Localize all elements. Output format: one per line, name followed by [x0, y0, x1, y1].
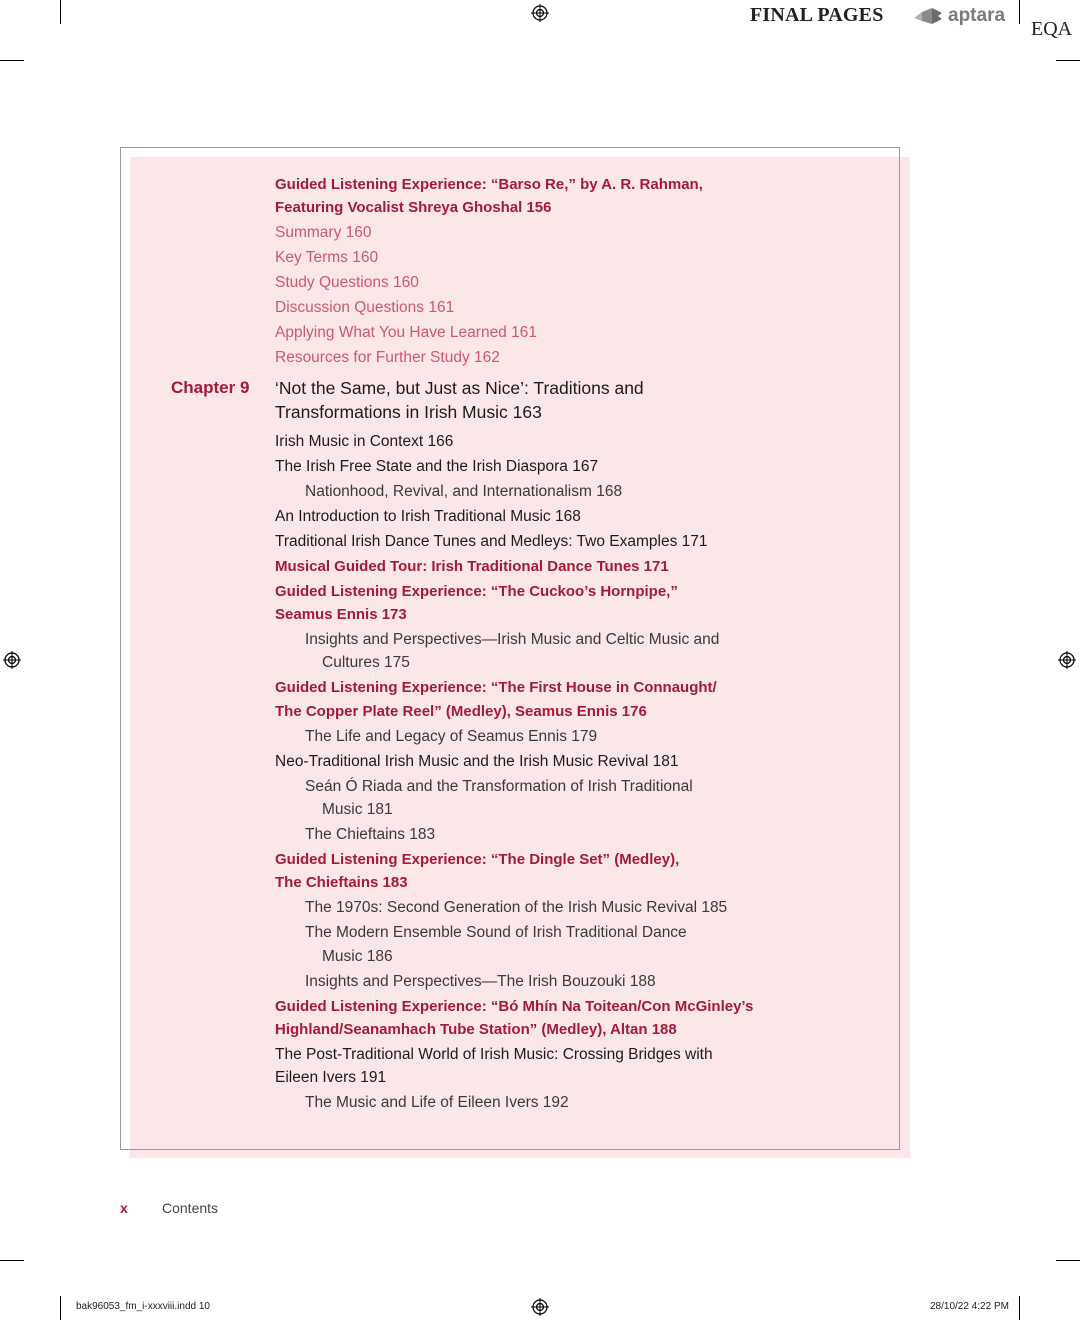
toc-entry-gle-cont: The Chieftains 183 [275, 874, 408, 891]
registration-mark-icon [1058, 651, 1076, 669]
aptara-logo [914, 4, 1005, 28]
toc-entry-musical-guided-tour: Musical Guided Tour: Irish Traditional Dance Tunes 171 [275, 558, 669, 575]
toc-entry-gle-cont: Seamus Ennis 173 [275, 606, 407, 623]
chapter-title-cont: Transformations in Irish Music 163 [275, 402, 542, 422]
crop-mark [60, 0, 61, 24]
toc-entry-gle: Guided Listening Experience: “The Dingle Set” (Medley), [275, 851, 680, 868]
toc-entry-resources: Resources for Further Study 162 [275, 349, 500, 366]
toc-entry: The Irish Free State and the Irish Diaspora 167 [275, 458, 599, 475]
crop-mark [1056, 1260, 1080, 1261]
crop-mark [0, 60, 24, 61]
toc-entry: The Post-Traditional World of Irish Music: Crossing Bridges with [275, 1046, 713, 1063]
toc-entry-gle: Guided Listening Experience: “The First House in Connaught/ [275, 679, 717, 696]
toc-subentry-cont: Music 181 [322, 801, 393, 818]
toc-entry: Irish Music in Context 166 [275, 433, 454, 450]
toc-subentry: Insights and Perspectives—Irish Music and Celtic Music and [305, 631, 720, 648]
crop-mark [1019, 0, 1020, 24]
toc-entry-gle-cont: Highland/Seanamhach Tube Station” (Medley), Altan 188 [275, 1021, 677, 1038]
toc-entry-key-terms: Key Terms 160 [275, 249, 379, 266]
toc-entry-applying: Applying What You Have Learned 161 [275, 324, 537, 341]
final-pages-label: FINAL PAGES [750, 4, 884, 26]
toc-entry-cont: Eileen Ivers 191 [275, 1069, 387, 1086]
chapter-title: ‘Not the Same, but Just as Nice’: Traditions and [275, 378, 644, 398]
toc-entry-study-questions: Study Questions 160 [275, 274, 419, 291]
toc-entry-summary: Summary 160 [275, 224, 372, 241]
crop-mark [60, 1296, 61, 1320]
toc-subentry-cont: Music 186 [322, 948, 393, 965]
toc-subentry: The Life and Legacy of Seamus Ennis 179 [305, 728, 598, 745]
aptara-logo-icon [914, 8, 942, 24]
toc-subentry: The Chieftains 183 [305, 826, 436, 843]
running-foot: Contents [162, 1200, 219, 1216]
eqa-label: EQA [1031, 18, 1073, 40]
slug-date: 28/10/22 4:22 PM [930, 1301, 1009, 1312]
toc-entry: Traditional Irish Dance Tunes and Medleys: Two Examples 171 [275, 533, 708, 550]
toc-subentry: Insights and Perspectives—The Irish Bouzouki 188 [305, 973, 656, 990]
toc-entry-gle: Guided Listening Experience: “Bó Mhín Na Toitean/Con McGinley’s [275, 998, 754, 1015]
toc-entry-discussion-questions: Discussion Questions 161 [275, 299, 455, 316]
registration-mark-icon [3, 651, 21, 669]
registration-mark-icon [531, 4, 549, 22]
toc-subentry: Seán Ó Riada and the Transformation of Irish Traditional [305, 778, 693, 795]
toc-subentry-cont: Cultures 175 [322, 654, 410, 671]
crop-mark [1019, 1296, 1020, 1320]
toc-subentry: The Modern Ensemble Sound of Irish Traditional Dance [305, 924, 687, 941]
aptara-wordmark: aptara [948, 5, 1006, 26]
toc-entry: Neo-Traditional Irish Music and the Irish Music Revival 181 [275, 753, 679, 770]
toc-subentry: The 1970s: Second Generation of the Irish Music Revival 185 [305, 899, 728, 916]
toc-subentry: Nationhood, Revival, and Internationalism 168 [305, 483, 623, 500]
slug-filename: bak96053_fm_i-xxxviii.indd 10 [76, 1301, 210, 1312]
page-folio: x [120, 1200, 128, 1216]
chapter-label: Chapter 9 [171, 378, 250, 397]
toc-subentry: The Music and Life of Eileen Ivers 192 [305, 1094, 569, 1111]
toc-entry: An Introduction to Irish Traditional Music 168 [275, 508, 581, 525]
crop-mark [1056, 60, 1080, 61]
registration-mark-icon [531, 1298, 549, 1316]
toc-entry-gle: Guided Listening Experience: “The Cuckoo’s Hornpipe,” [275, 583, 678, 600]
toc-entry-gle-cont: The Copper Plate Reel” (Medley), Seamus Ennis 176 [275, 703, 647, 720]
toc-entry-gle-barso-re-cont: Featuring Vocalist Shreya Ghoshal 156 [275, 199, 552, 216]
toc-entry-gle-barso-re: Guided Listening Experience: “Barso Re,” by A. R. Rahman, [275, 176, 703, 193]
crop-mark [0, 1260, 24, 1261]
